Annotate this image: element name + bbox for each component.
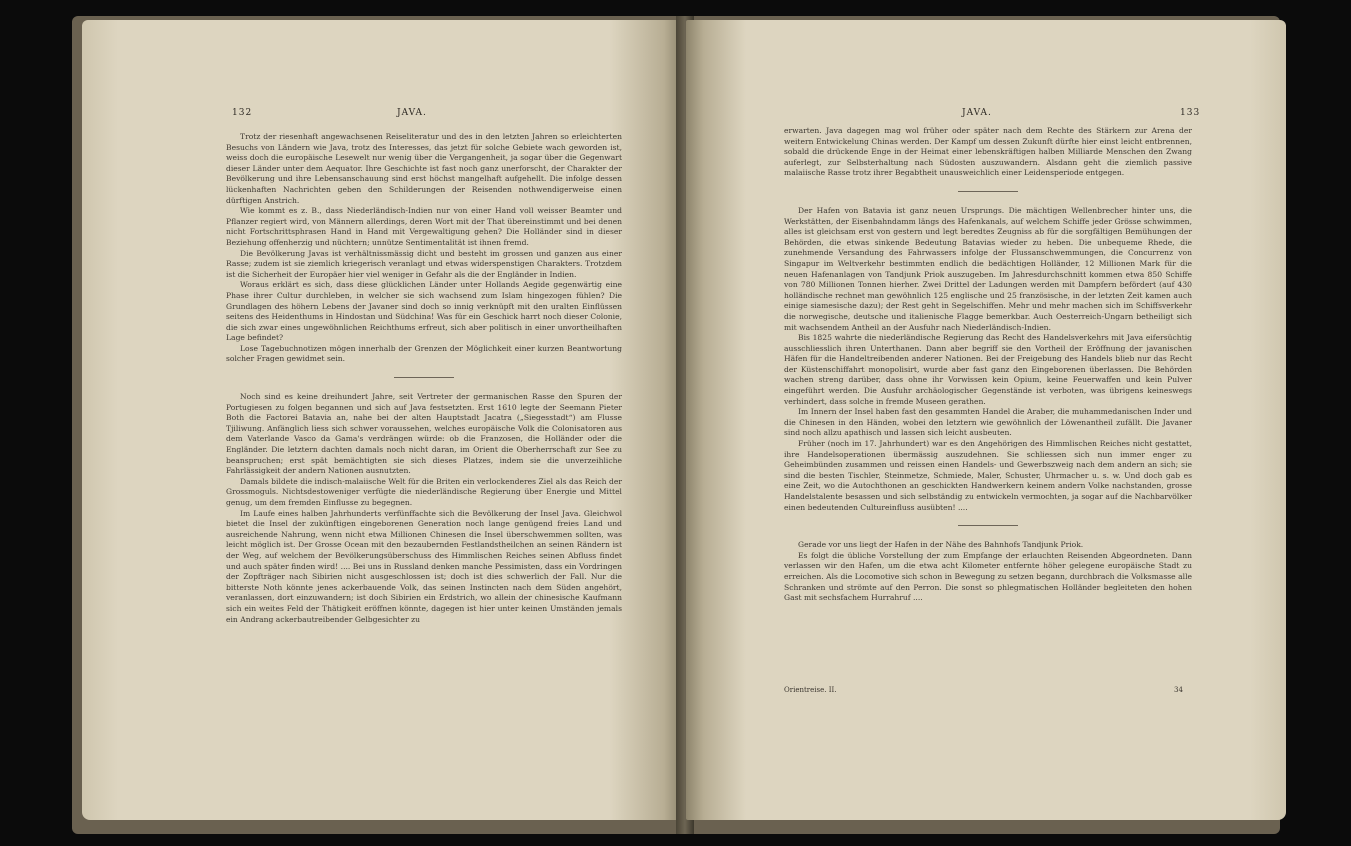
paragraph: Woraus erklärt es sich, dass diese glücklichen Länder unter Hollands Aegide gegenwärtig eine Phase ihrer Cultur durchleben, in welcher sie sich wachsend zum Islam hingezogen fühlen? Die Grundlagen des höhern Lebens der Javaner sind doch so innig verknüpft mit den uralten Einflüssen seitens des Heidenthums in Hindostan und Südchina! Was für ein Geschick harrt noch dieser Colonie, die sich zwar eines ungewöhnlichen Reichthums erfreut, sich aber politisch in einer unvortheilhaften Lage befindet?	[226, 280, 622, 343]
right-text-block	[784, 126, 1192, 604]
right-running-head: JAVA.	[962, 108, 992, 118]
left-running-head: JAVA.	[397, 108, 427, 118]
section-divider	[958, 525, 1018, 526]
paragraph: Bis 1825 wahrte die niederländische Regierung das Recht des Handelsverkehrs mit Java eifersüchtig ausschliesslich ihren Unterthanen. Dann aber begriff sie den Vortheil der Eröffnung der javanischen Häfen für die Handeltreibenden anderer Nationen. Bei der Freigebung des Handels blieb nur das Recht der Küstenschiffahrt monopolisirt, wurde aber fast ganz den Eingeborenen überlassen. Die Behörden wachen streng darüber, dass ohne ihr Vorwissen kein Opium, keine Feuerwaffen und kein Pulver eingeführt werden. Die Ausfuhr archäologischer Gegenstände ist verboten, was übrigens keineswegs verhindert, dass solche in fremde Museen gerathen.	[784, 333, 1192, 406]
right-page	[686, 20, 1286, 820]
left-page-number: 132	[232, 108, 253, 118]
left-text-block	[226, 132, 622, 625]
paragraph: Die Bevölkerung Javas ist verhältnissmässig dicht und besteht im grossen und ganzen aus einer Rasse; zudem ist sie ziemlich kriegerisch veranlagt und etwas widerspenstigen Charakters. Trotzdem ist die Sicherheit der Europäer hier viel weniger in Gefahr als die der Engländer in Indien.	[226, 248, 622, 279]
paragraph: Wie kommt es z. B., dass Niederländisch-Indien nur von einer Hand voll weisser Beamter und Pflanzer regiert wird, von Männern allerdings, deren Wort mit der That übereinstimmt und bei denen nicht Fortschrittsphrasen Hand in Hand mit Vergewaltigung gehen? Die Holländer sind in dieser Beziehung offenherzig und nüchtern; unnütze Sentimentalität ist ihnen fremd.	[226, 206, 622, 247]
paragraph: Im Innern der Insel haben fast den gesammten Handel die Araber, die muhammedanischen Inder und die Chinesen in den Händen, wobei den letztern wie gewöhnlich der Löwenantheil zufällt. Die Javaner sind noch allzu apathisch und lassen sich leicht ausbeuten.	[784, 407, 1192, 438]
paragraph: Der Hafen von Batavia ist ganz neuen Ursprungs. Die mächtigen Wellenbrecher hinter uns, die Werkstätten, der Eisenbahndamm längs des Hafenkanals, auf welchem Schiffe jeder Grösse schwimmen, alles ist gleichsam erst von gestern und legt beredtes Zeugniss ab für die sorgfältigen Bemühungen der Behörden, die etwas sinkende Bedeutung Batavias wieder zu heben. Die unbequeme Rhede, die zunehmende Versandung des Fahrwassers infolge der Flussanschwemmungen, die Concurrenz von Singapur im Weltverkehr bestimmten endlich die bedächtigen Holländer, 12 Millionen Mark für die neuen Hafenanlagen von Tandjunk Priok auszugeben. Im Jahresdurchschnitt kommen etwa 850 Schiffe von 780 Millionen Tonnen hierher. Zwei Drittel der Ladungen werden mit Dampfern befördert (auf 430 holländische rechnet man gewöhnlich 125 englische und 25 französische, in der letzten Zeit kamen auch einige siamesische dazu); der Rest geht in Segelschiffen. Mehr und mehr machen sich im Schiffsverkehr die norwegische, deutsche und italienische Flagge bemerkbar. Auch Oesterreich-Ungarn betheiligt sich mit wachsendem Antheil an der Ausfuhr nach Niederländisch-Indien.	[784, 205, 1192, 332]
paragraph: Gerade vor uns liegt der Hafen in der Nähe des Bahnhofs Tandjunk Priok.	[798, 540, 1084, 550]
right-page-number: 133	[1180, 108, 1201, 118]
section-divider	[394, 377, 454, 378]
paragraph: Damals bildete die indisch-malaiische Welt für die Briten ein verlockenderes Ziel als das Reich der Grossmoguls. Nichtsdestoweniger verfügte die niederländische Regierung über Energie und Mittel genug, um dem fremden Einflusse zu begegnen.	[226, 476, 622, 507]
paragraph: Noch sind es keine dreihundert Jahre, seit Vertreter der germanischen Rasse den Spuren der Portugiesen zu folgen begannen und sich auf Java festsetzten. Erst 1610 legte der Seemann Pieter Both die Factorei Batavia an, nahe bei der alten Hauptstadt Jacatra („Siegesstadt“) am Flusse Tjiliwung. Anfänglich liess sich schwer voraussehen, welches europäische Volk die Colonisatoren aus dem Vaterlande Vasco da Gama's verdrängen würde: ob die Franzosen, die Holländer oder die Engländer. Die letztern dachten damals noch nicht daran, im Orient die Oberherrschaft zur See zu beanspruchen; erst spät bemächtigten sie sich dieses Platzes, indem sie die unverzeihliche Fahrlässigkeit der andern Nationen ausnutzten.	[226, 392, 622, 476]
footer-sheet-number: 34	[1174, 686, 1183, 694]
paragraph: Im Laufe eines halben Jahrhunderts verfünffachte sich die Bevölkerung der Insel Java. Gleichwol bietet die Insel der zukünftigen eingeborenen Generation noch lange genügend freies Land und ausreichende Nahrung, wenn nicht etwa Millionen Chinesen die Insel überschwemmen sollten, was leicht möglich ist. Der Grosse Ocean mit den bezaubernden Festlandstheilchen an seinen Rändern ist der Weg, auf welchem der Bevölkerungsüberschuss des Himmlischen Reiches seinen Abfluss findet und auch später finden wird! .... Bei uns in Russland denken manche Pessimisten, dass ein Vordringen der Zopfträger nach Sibirien nicht ausgeschlossen ist; doch ist dies schwerlich der Fall. Nur die bitterste Noth könnte jenes ackerbauende Volk, das seinen Instincten nach dem Süden angehört, veranlassen, dort einzuwandern; ist doch Sibirien ein Erdstrich, wo allein der chinesische Kaufmann sich ein weites Feld der Thätigkeit eröffnen könnte, dagegen ist hier unter keinen Umständen jemals ein Andrang ackerbautreibender Gelbgesichter zu	[226, 508, 622, 624]
paragraph: Lose Tagebuchnotizen mögen innerhalb der Grenzen der Möglichkeit einer kurzen Beantwortung solcher Fragen gewidmet sein.	[226, 343, 622, 364]
paragraph: Trotz der riesenhaft angewachsenen Reiseliteratur und des in den letzten Jahren so erleichterten Besuchs von Ländern wie Java, trotz des Interesses, das jetzt für solche Gebiete wach geworden ist, weiss doch die europäische Lesewelt nur wenig über die Vergangenheit, ja sogar über die Gegenwart dieser Länder unter dem Aequator. Ihre Geschichte ist fast noch ganz unerforscht, der Charakter der Bevölkerung und ihre Lebensanschauung sind erst höchst mangelhaft aufgehellt. Die infolge dessen lückenhaften Nachrichten geben den Schilderungen der Reisenden nothwendigerweise einen dürftigen Anstrich.	[226, 132, 622, 205]
footer-signature: Orientreise. II.	[784, 686, 837, 694]
paragraph: erwarten. Java dagegen mag wol früher oder später nach dem Rechte des Stärkern zur Arena der weitern Entwickelung Chinas werden. Der Kampf um dessen Zukunft dürfte hier einst leicht entbrennen, sobald die drückende Enge in der Heimat einer lebenskräftigen halben Milliarde Menschen den Zwang auferlegt, zur Selbsterhaltung nach Südosten auszuwandern. Alsdann geht die ziemlich passive malaiische Rasse trotz ihrer Begabtheit unausweichlich einer Leidensperiode entgegen.	[784, 126, 1192, 178]
section-divider	[958, 191, 1018, 192]
paragraph: Es folgt die übliche Vorstellung der zum Empfange der erlauchten Reisenden Abgeordneten. Dann verlassen wir den Hafen, um die etwa acht Kilometer entfernte höher gelegene europäische Stadt zu erreichen. Als die Locomotive sich schon in Bewegung zu setzen begann, durchbrach die Volksmasse alle Schranken und strömte auf den Perron. Die sonst so phlegmatischen Holländer begleiteten den hohen Gast mit sechsfachem Hurrahruf ....	[784, 550, 1192, 603]
left-page	[82, 20, 682, 820]
paragraph: Früher (noch im 17. Jahrhundert) war es den Angehörigen des Himmlischen Reiches nicht gestattet, ihre Handelsoperationen übermässig auszudehnen. Sie schliessen sich nun immer enger zu Geheimbünden zusammen und reissen einen Handels- und Gewerbszweig nach dem andern an sich; sie sind die besten Tischler, Steinmetze, Schmiede, Maler, Schuster, Uhrmacher u. s. w. Und doch gab es eine Zeit, wo die Autochthonen an geschickten Handwerkern keinem andern Volke nachstanden, grosse Handelstalente besassen und sich selbständig zu entwickeln vermochten, ja sogar auf die Nachbarvölker einen bedeutenden Cultureinfluss ausübten! ....	[784, 439, 1192, 512]
